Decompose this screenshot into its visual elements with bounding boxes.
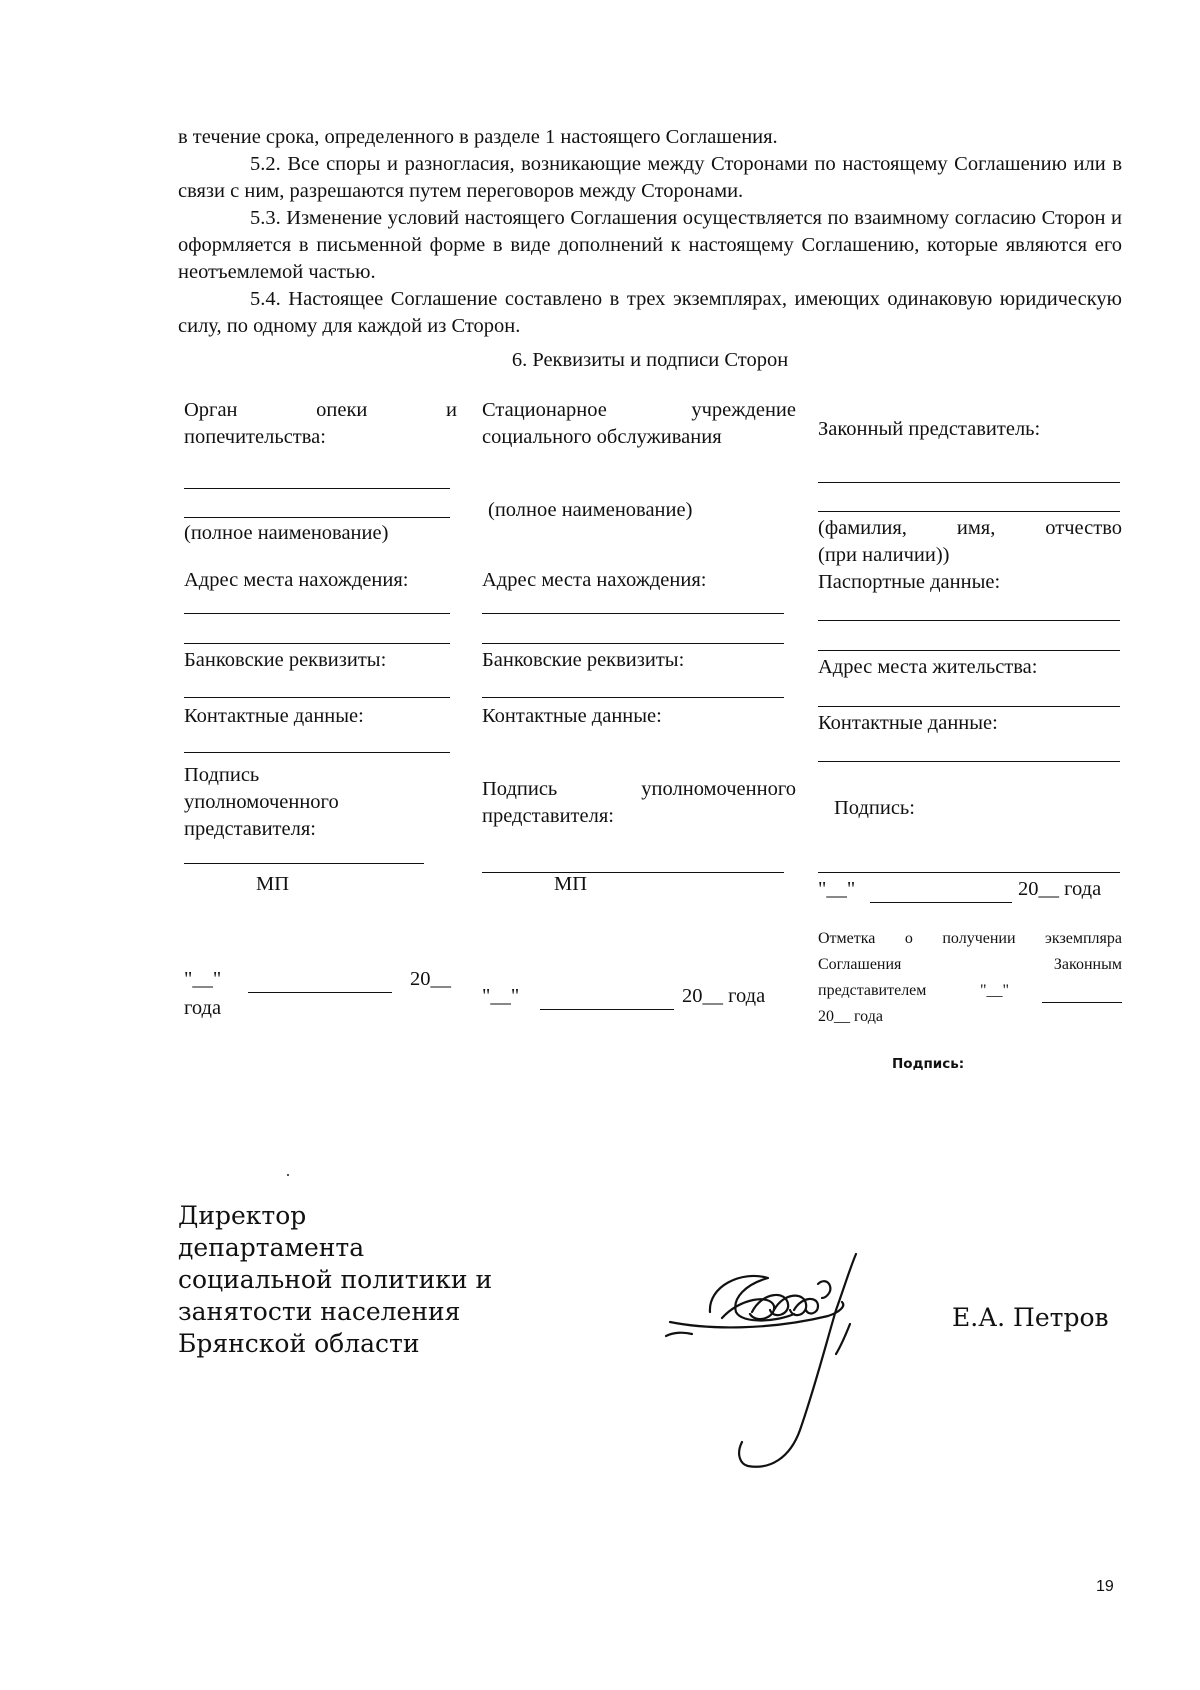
col2-heading-line1: Стационарное учреждение <box>482 399 796 421</box>
col3-signature-label: Подпись: <box>834 797 915 819</box>
col1-date-word: года <box>184 997 222 1019</box>
paragraph-text: 5.3. Изменение условий настоящего Соглашения осуществляется по взаимному согласию Сторон и оформляется в письменной форме в виде дополнений к настоящему Соглашению, которые являются его неотъемлемой частью. <box>178 207 1122 283</box>
col2-address-line-1 <box>482 613 784 614</box>
col3-receipt-line2: Соглашения Законным <box>818 956 1122 973</box>
col1-name-line-1 <box>184 488 450 489</box>
col3-date-day: "__" <box>818 878 856 900</box>
col1-contacts-label: Контактные данные: <box>184 705 364 727</box>
col2-signature-label-line2: представителя: <box>482 805 614 827</box>
paragraph-text: 5.4. Настоящее Соглашение составлено в трех экземплярах, имеющих одинаковую юридическую силу, по одному для каждой из Сторон. <box>178 288 1122 337</box>
col1-date-day: "__" <box>184 968 222 990</box>
col3-fio-caption-line2: (при наличии)) <box>818 544 950 566</box>
paragraph-5-4 <box>178 286 1122 340</box>
col3-receipt-line3b: "__" <box>980 982 1010 999</box>
col1-heading-line2: попечительства: <box>184 426 326 448</box>
col3-name-line-2 <box>818 511 1120 512</box>
col2-seal-mark: МП <box>554 873 588 895</box>
col3-receipt-month-line <box>1042 1002 1122 1003</box>
signer-name: Е.А. Петров <box>952 1303 1109 1332</box>
paragraph-text: 5.2. Все споры и разногласия, возникающие между Сторонами по настоящему Соглашению или в связи с ним, разрешаются путем переговоров между Сторонами. <box>178 153 1122 202</box>
col3-residence-line <box>818 706 1120 707</box>
col1-heading-line1: Орган опеки и <box>184 399 457 421</box>
col2-address-line-2 <box>482 643 784 644</box>
col2-address-label: Адрес места нахождения: <box>482 569 707 591</box>
col1-bank-label: Банковские реквизиты: <box>184 649 387 671</box>
col2-signature-label-line1: Подпись уполномоченного <box>482 778 796 800</box>
col2-signature-line <box>482 872 784 873</box>
col2-bank-line <box>482 697 784 698</box>
handwritten-signature <box>650 1240 930 1500</box>
paragraph-5-2 <box>178 151 1122 205</box>
col3-receipt-line1: Отметка о получении экземпляра <box>818 930 1122 947</box>
col3-receipt-signature: Подпись: <box>892 1056 965 1072</box>
col1-date-year: 20__ <box>410 968 451 990</box>
section-title: 6. Реквизиты и подписи Сторон <box>511 349 789 371</box>
col1-address-line-1 <box>184 613 450 614</box>
col3-name-line-1 <box>818 482 1120 483</box>
col3-passport-line-2 <box>818 650 1120 651</box>
col1-signature-line <box>184 863 424 864</box>
col3-fio-caption-line1: (фамилия, имя, отчество <box>818 517 1122 539</box>
col2-full-name-caption: (полное наименование) <box>488 499 693 521</box>
col1-address-line-2 <box>184 643 450 644</box>
col2-bank-label: Банковские реквизиты: <box>482 649 685 671</box>
col3-residence-label: Адрес места жительства: <box>818 656 1038 678</box>
col1-date-month-line <box>248 992 392 993</box>
col3-receipt-line4: 20__ года <box>818 1008 883 1025</box>
col2-contacts-label: Контактные данные: <box>482 705 662 727</box>
col1-bank-line <box>184 697 450 698</box>
paragraph-5-3 <box>178 205 1122 286</box>
col1-seal-mark: МП <box>256 873 290 895</box>
col2-heading-line2: социального обслуживания <box>482 426 722 448</box>
director-title: Директор департамента социальной политики и занятости населения Брянской области <box>178 1201 493 1358</box>
col1-signature-label: Подпись уполномоченного представителя: <box>184 764 339 840</box>
stray-dot <box>287 1174 289 1176</box>
col3-heading: Законный представитель: <box>818 418 1041 440</box>
col3-date-month-line <box>870 902 1012 903</box>
col1-name-line-2 <box>184 517 450 518</box>
col3-passport-line-1 <box>818 620 1120 621</box>
col1-contacts-line <box>184 752 450 753</box>
col3-signature-line <box>818 872 1120 873</box>
col3-date-year: 20__ года <box>1018 878 1102 900</box>
col1-address-label: Адрес места нахождения: <box>184 569 409 591</box>
paragraph-text: в течение срока, определенного в разделе 1 настоящего Соглашения. <box>178 126 778 148</box>
page-number: 19 <box>1096 1578 1114 1595</box>
col3-passport-label: Паспортные данные: <box>818 571 1001 593</box>
col1-full-name-caption: (полное наименование) <box>184 522 389 544</box>
col2-date-day: "__" <box>482 985 520 1007</box>
col3-contacts-line <box>818 761 1120 762</box>
col3-contacts-label: Контактные данные: <box>818 712 998 734</box>
paragraph-continuation <box>178 124 1122 151</box>
col2-date-year: 20__ года <box>682 985 766 1007</box>
col2-date-month-line <box>540 1009 674 1010</box>
col3-receipt-line3a: представителем <box>818 982 927 999</box>
